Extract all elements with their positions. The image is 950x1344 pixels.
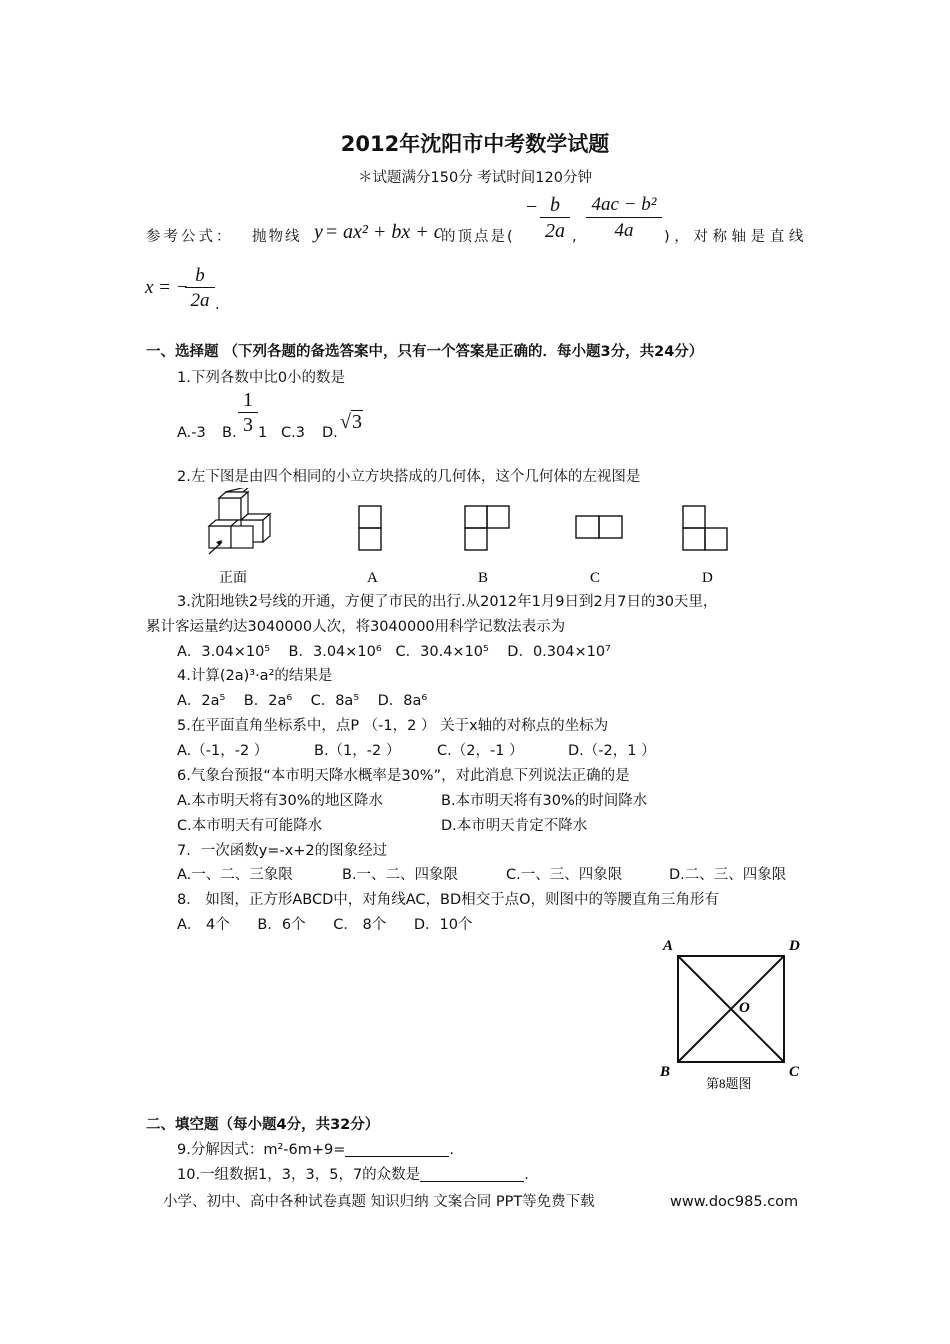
q1-sqrt-value: 3: [351, 411, 362, 433]
q5-option-c: C.（2，-1 ）: [437, 743, 524, 759]
sqrt-symbol: √: [340, 411, 351, 433]
q10-answer-blank[interactable]: [420, 1167, 524, 1182]
vertex-x-numerator: b: [550, 194, 560, 216]
q5-option-d: D.（-2，1 ）: [568, 743, 656, 759]
formula-expr-rhs: ax² + bx + c: [343, 221, 443, 243]
axis-denominator: 2a: [185, 287, 215, 314]
q1-option-d: D.: [322, 425, 338, 441]
vertex-y-fraction: [586, 193, 662, 244]
q2-option-c-label: C: [590, 570, 601, 586]
vertex-x-fraction: [540, 193, 570, 244]
q7-option-a: A.一、二、三象限: [177, 867, 293, 883]
q4-options: A．2a⁵ B．2a⁶ C．8a⁵ D．8a⁶: [177, 693, 428, 709]
vertex-y-denominator: 4a: [586, 217, 662, 244]
q8-options: A． 4个 B．6个 C． 8个 D．10个: [177, 917, 473, 933]
q7-option-d: D.二、三、四象限: [669, 867, 787, 883]
q2-option-a-view: [359, 506, 381, 550]
q2-option-d-view: [683, 506, 727, 550]
q3-options: A．3.04×10⁵ B．3.04×10⁶ C．30.4×10⁵ D．0.304×10⁷: [177, 644, 611, 660]
q1-stray-digit: 1: [258, 425, 268, 441]
q6-stem: 6.气象台预报“本市明天降水概率是30%”，对此消息下列说法正确的是: [177, 768, 630, 784]
q1-fraction-denominator: 3: [238, 412, 258, 437]
q2-front-label: 正面: [219, 571, 247, 586]
q6-option-c: C.本市明天有可能降水: [177, 818, 323, 834]
formula-text-axis: )，对称轴是直线: [664, 229, 808, 245]
section1-heading: 一、选择题 （下列各题的备选答案中，只有一个答案是正确的．每小题3分，共24分）: [146, 344, 704, 360]
formula-text-vertex: 的顶点是(: [441, 229, 515, 245]
q1-option-c: C.3: [281, 425, 305, 441]
formula-label: 参考公式：: [146, 229, 234, 245]
footer-promo-text: 小学、初中、高中各种试卷真题 知识归纳 文案合同 PPT等免费下载: [163, 1194, 595, 1210]
q3-stem-line2: 累计客运量约达3040000人次，将3040000用科学记数法表示为: [146, 619, 566, 635]
q3-stem-line1: 3.沈阳地铁2号线的开通，方便了市民的出行.从2012年1月9日到2月7日的30天里，: [177, 594, 718, 610]
q1-option-b: B.: [222, 425, 237, 441]
q7-option-b: B.一、二、四象限: [342, 867, 459, 883]
footer-website-link[interactable]: www.doc985.com: [670, 1194, 799, 1210]
q5-stem: 5.在平面直角坐标系中，点P （-1，2 ） 关于x轴的对称点的坐标为: [177, 718, 609, 734]
section2-heading: 二、填空题（每小题4分，共32分）: [146, 1117, 380, 1133]
vertex-label-d: D: [789, 938, 800, 954]
q6-option-d: D.本市明天肯定不降水: [441, 818, 588, 834]
q5-option-a: A.（-1，-2 ）: [177, 743, 269, 759]
page-title: 2012年沈阳市中考数学试题: [340, 132, 610, 156]
q2-option-b-view: [465, 506, 509, 550]
q8-figure-caption: 第8题图: [706, 1076, 752, 1091]
exam-subtitle: ＊试题满分150分 考试时间120分钟: [358, 170, 592, 186]
center-label-o: O: [739, 1000, 750, 1016]
q7-option-c: C.一、三、四象限: [506, 867, 623, 883]
q2-option-c-view: [576, 516, 622, 538]
q1-fraction-numerator: 1: [243, 389, 253, 411]
q6-option-b: B.本市明天将有30%的时间降水: [441, 793, 648, 809]
vertex-label-b: B: [660, 1064, 671, 1080]
q2-figure: [195, 488, 755, 588]
q9-end: .: [449, 1142, 454, 1158]
q9-stem: 9.分解因式：m²-6m+9=: [177, 1142, 346, 1158]
formula-text-parabola: 抛物线: [252, 229, 302, 245]
q7-stem: 7．一次函数y=-x+2的图象经过: [177, 843, 388, 859]
axis-numerator: b: [195, 265, 205, 286]
q9-answer-blank[interactable]: [345, 1142, 449, 1157]
formula-expr-eq: =: [326, 221, 338, 243]
vertex-label-a: A: [663, 938, 674, 954]
q2-stem: 2.左下图是由四个相同的小立方块搭成的几何体，这个几何体的左视图是: [177, 469, 641, 485]
q1-stem: 1.下列各数中比0小的数是: [177, 370, 346, 386]
axis-lhs: x = −: [145, 277, 189, 298]
q10-row: [177, 1166, 529, 1184]
q9-row: [177, 1141, 454, 1159]
q10-end: .: [524, 1167, 529, 1183]
q2-option-d-label: D: [702, 570, 713, 586]
vertex-y-numerator: 4ac − b²: [591, 194, 657, 215]
axis-fraction: [185, 264, 215, 314]
q6-option-a: A.本市明天将有30%的地区降水: [177, 793, 384, 809]
vertex-comma: ,: [572, 229, 577, 245]
q1-fraction: [238, 388, 258, 437]
vertex-x-minus: −: [526, 196, 538, 218]
axis-period: .: [215, 297, 220, 313]
q8-square-figure: [650, 930, 820, 1095]
q4-stem: 4.计算(2a)³·a²的结果是: [177, 668, 333, 684]
q5-option-b: B.（1，-2 ）: [314, 743, 401, 759]
q10-stem: 10.一组数据1，3，3，5，7的众数是: [177, 1167, 421, 1183]
q1-option-a: A.-3: [177, 425, 206, 441]
formula-expr-y: y: [314, 221, 323, 243]
vertex-label-c: C: [789, 1064, 800, 1080]
vertex-x-denominator: 2a: [540, 217, 570, 244]
q8-stem: 8． 如图，正方形ABCD中，对角线AC，BD相交于点O，则图中的等腰直角三角形有: [177, 892, 720, 908]
q2-option-b-label: B: [478, 570, 489, 586]
q1-sqrt: [340, 411, 363, 434]
q2-option-a-label: A: [367, 570, 378, 586]
